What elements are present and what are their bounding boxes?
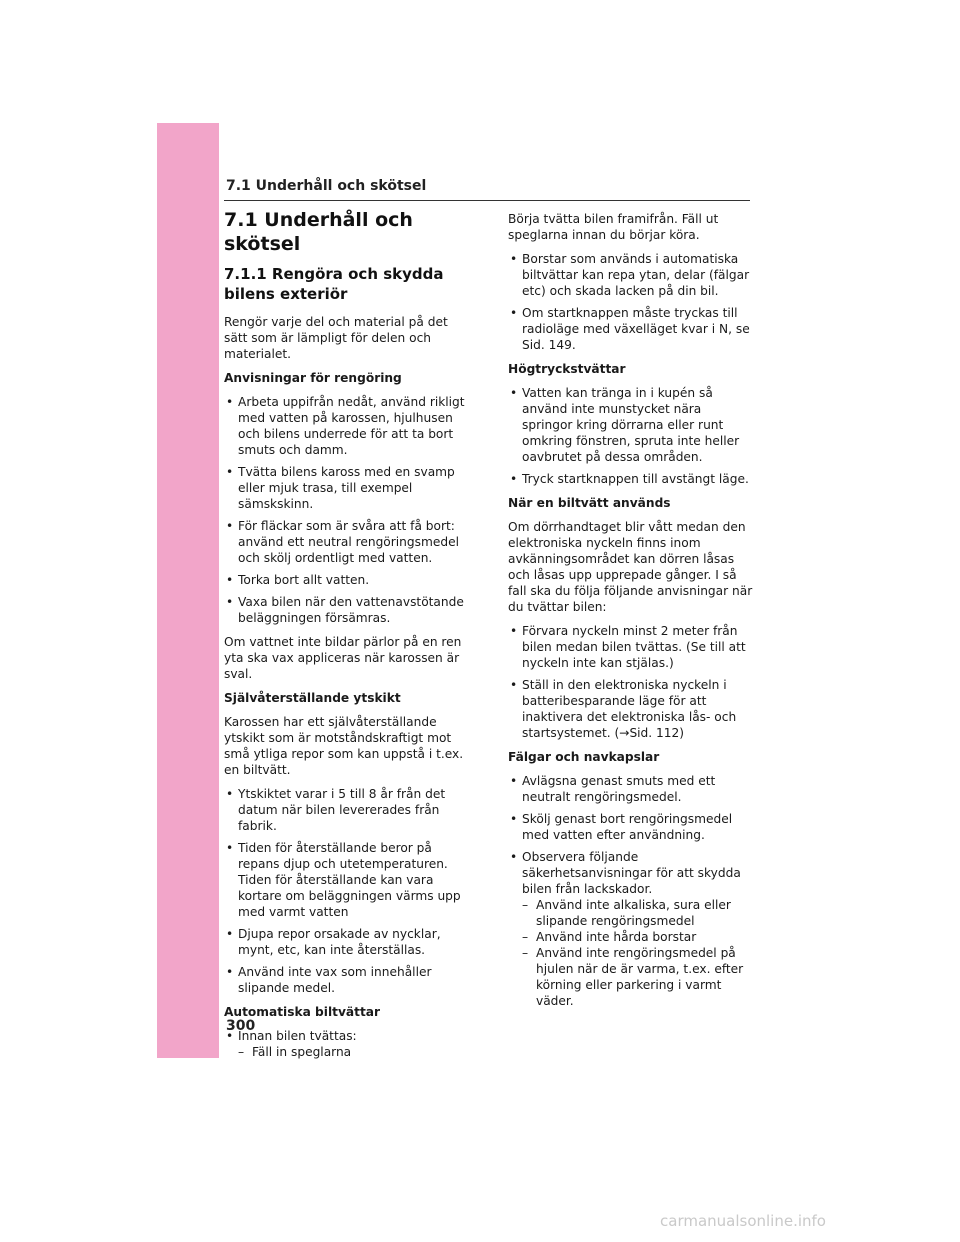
wheels-heading: Fälgar och navkapslar [508, 750, 660, 764]
list-item: • Avlägsna genast smuts med ett neutralt rengöringsmedel. [508, 773, 753, 805]
list-item: • Vaxa bilen när den vattenavstötande beläggningen försämras. [224, 594, 469, 626]
header-title: 7.1 Underhåll och skötsel [226, 178, 427, 194]
using-carwash-list [508, 623, 753, 741]
list-item-text: Innan bilen tvättas: [238, 1029, 357, 1043]
chapter-tab-strip [157, 123, 219, 1058]
pressure-washer-heading: Högtryckstvättar [508, 362, 626, 376]
sub-list-item: – Använd inte alkaliska, sura eller slipande rengöringsmedel [522, 897, 753, 929]
list-item [224, 1028, 469, 1060]
watermark: carmanualsonline.info [660, 1212, 826, 1230]
list-item: • Vatten kan tränga in i kupén så använd inte munstycket nära springor kring dörrarna eller runt omkring fönstren, spruta inte heller oavbrutet på dessa områden. [508, 385, 753, 465]
list-item: • Djupa repor orsakade av nycklar, mynt, etc, kan inte återställas. [224, 926, 469, 958]
using-carwash-paragraph: Om dörrhandtaget blir vått medan den elektroniska nyckeln finns inom avkänningsområdet kan dörren låsas och låsas upp upprepade gånger. I så fall ska du följa följande anvisningar när du tvättar bilen: [508, 520, 753, 614]
self-healing-heading: Självåterställande ytskikt [224, 691, 401, 705]
sub-list [522, 897, 753, 1009]
self-healing-list [224, 786, 469, 996]
list-item: • Borstar som används i automatiska biltvättar kan repa ytan, delar (fälgar etc) och skada lacken på din bil. [508, 251, 753, 299]
automatic-carwash-list [224, 1028, 469, 1060]
right-column [508, 211, 753, 1017]
list-item-text: Observera följande säkerhetsanvisningar för att skydda bilen från lackskador. [522, 850, 741, 896]
cleaning-instructions-list [224, 394, 469, 626]
carwash-paragraph: Börja tvätta bilen framifrån. Fäll ut speglarna innan du börjar köra. [508, 212, 719, 242]
sub-list-item: – Använd inte rengöringsmedel på hjulen när de är varma, t.ex. efter körning eller parkering i varmt väder. [522, 945, 753, 1009]
wax-paragraph: Om vattnet inte bildar pärlor på en ren yta ska vax appliceras när karossen är sval. [224, 635, 462, 681]
list-item: • Om startknappen måste tryckas till radioläge med växelläget kvar i N, se Sid. 149. [508, 305, 753, 353]
cleaning-instructions-heading: Anvisningar för rengöring [224, 371, 402, 385]
section-title: 7.1 Underhåll och skötsel [224, 209, 413, 255]
list-item: • Tryck startknappen till avstängt läge. [508, 471, 753, 487]
list-item [508, 849, 753, 1009]
sub-list [238, 1044, 469, 1060]
subsection-title: 7.1.1 Rengöra och skydda bilens exteriör [224, 265, 444, 303]
carwash-list [508, 251, 753, 353]
list-item: • Förvara nyckeln minst 2 meter från bilen medan bilen tvättas. (Se till att nyckeln inte kan stjälas.) [508, 623, 753, 671]
list-item: • Arbeta uppifrån nedåt, använd rikligt med vatten på karossen, hjulhusen och bilens underrede för att ta bort smuts och damm. [224, 394, 469, 458]
list-item: • Torka bort allt vatten. [224, 572, 469, 588]
self-healing-paragraph: Karossen har ett självåterställande ytskikt som är motståndskraftigt mot små ytliga repor som kan uppstå i t.ex. en biltvätt. [224, 715, 464, 777]
intro-paragraph: Rengör varje del och material på det sätt som är lämpligt för delen och materialet. [224, 315, 448, 361]
pressure-washer-list [508, 385, 753, 487]
list-item: • Ytskiktet varar i 5 till 8 år från det datum när bilen levererades från fabrik. [224, 786, 469, 834]
list-item: • Använd inte vax som innehåller slipande medel. [224, 964, 469, 996]
automatic-carwash-heading: Automatiska biltvättar [224, 1005, 381, 1019]
list-item: • Skölj genast bort rengöringsmedel med vatten efter användning. [508, 811, 753, 843]
sub-list-item: – Fäll in speglarna [238, 1044, 469, 1060]
list-item: • Tiden för återställande beror på repans djup och utetemperaturen. Tiden för återställande kan vara kortare om beläggningen värms upp med varmt vatten [224, 840, 469, 920]
using-carwash-heading: När en biltvätt används [508, 496, 671, 510]
sub-list-item: – Använd inte hårda borstar [522, 929, 753, 945]
left-column [224, 208, 469, 1068]
list-item: • Tvätta bilens kaross med en svamp eller mjuk trasa, till exempel sämskskinn. [224, 464, 469, 512]
wheels-list [508, 773, 753, 1009]
page-number: 300 [226, 1018, 256, 1034]
list-item: • Ställ in den elektroniska nyckeln i batteribesparande läge för att inaktivera det elektroniska lås- och startsystemet. (→Sid. 112) [508, 677, 753, 741]
running-header [224, 178, 750, 201]
list-item: • För fläckar som är svåra att få bort: använd ett neutral rengöringsmedel och skölj ordentligt med vatten. [224, 518, 469, 566]
